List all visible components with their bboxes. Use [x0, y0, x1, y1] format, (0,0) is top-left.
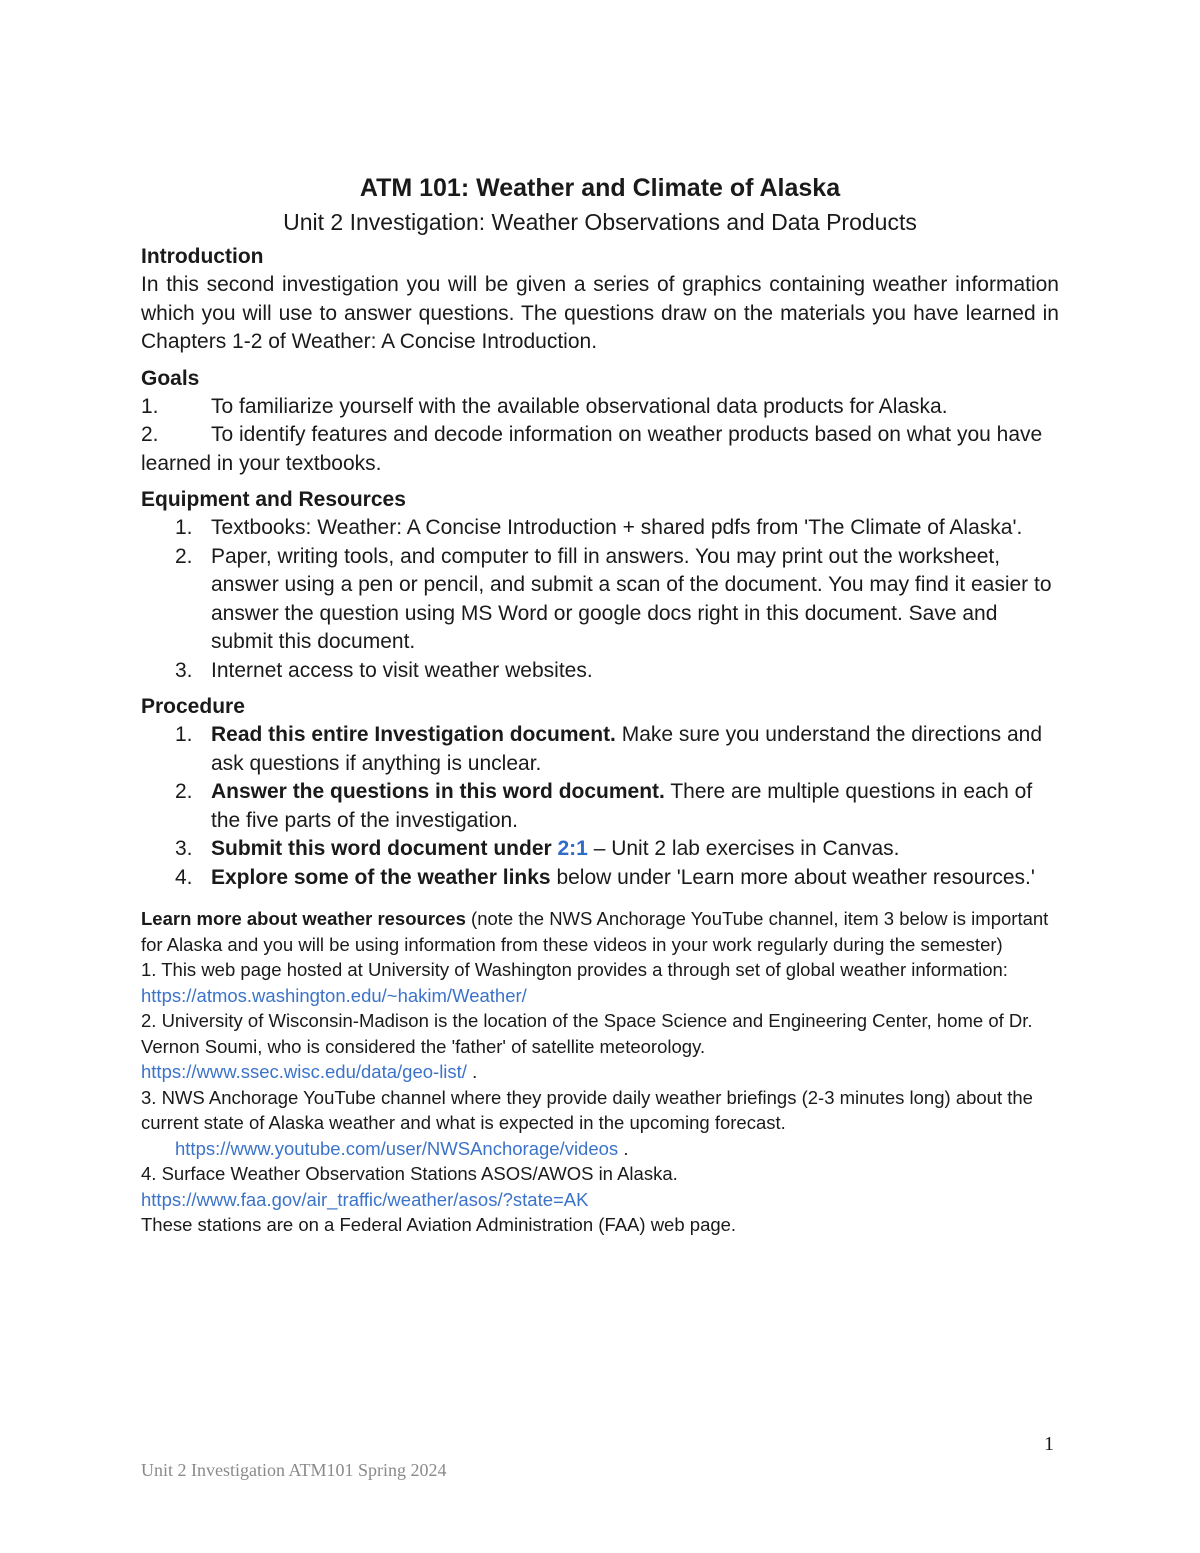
resource-link-line: https://www.youtube.com/user/NWSAnchorage/videos . — [175, 1137, 629, 1159]
equipment-section — [141, 486, 1059, 685]
document-subtitle: Unit 2 Investigation: Weather Observations and Data Products — [283, 209, 917, 235]
goal-item: 2. To identify features and decode information on weather products based on what you have learned in your textbooks. — [141, 423, 1043, 475]
list-item: 3. Internet access to visit weather websites. — [175, 658, 593, 682]
list-item: 4. Explore some of the weather links below under 'Learn more about weather resources.' — [175, 865, 1035, 889]
list-item: 3. Submit this word document under 2:1 – Unit 2 lab exercises in Canvas. — [175, 837, 900, 860]
unit-reference-link[interactable]: 2:1 — [557, 837, 588, 860]
document-title: ATM 101: Weather and Climate of Alaska — [359, 174, 841, 202]
uw-weather-link[interactable]: https://atmos.washington.edu/~hakim/Weather/ — [141, 984, 527, 1006]
introduction-section — [141, 243, 1059, 357]
equipment-heading: Equipment and Resources — [141, 488, 406, 511]
resource-item: 4. Surface Weather Observation Stations ASOS/AWOS in Alaska. https://www.faa.gov/air_traffic/weather/asos/?state=AK — [141, 1163, 678, 1210]
goal-item: 1. To familiarize yourself with the available observational data products for Alaska. — [141, 394, 948, 418]
goals-section — [141, 365, 1059, 479]
procedure-list — [141, 721, 1059, 892]
document-page — [141, 170, 1059, 1238]
page-footer: Unit 2 Investigation ATM101 Spring 2024 — [141, 1460, 447, 1480]
ssec-link[interactable]: https://www.ssec.wisc.edu/data/geo-list/ — [141, 1061, 467, 1082]
learn-more-intro: Learn more about weather resources (note the NWS Anchorage YouTube channel, item 3 below is important for Alaska and you will be using information from these videos in your work regularly during the semester) — [141, 908, 1049, 955]
goals-heading: Goals — [141, 366, 200, 390]
faa-asos-link[interactable]: https://www.faa.gov/air_traffic/weather/asos/?state=AK — [141, 1188, 589, 1210]
introduction-heading: Introduction — [141, 245, 264, 268]
nws-youtube-link[interactable]: https://www.youtube.com/user/NWSAnchorage/videos — [175, 1137, 619, 1159]
resource-item: 3. NWS Anchorage YouTube channel where they provide daily weather briefings (2-3 minutes long) about the current state of Alaska weather and what is expected in the upcoming forecast. — [141, 1086, 1033, 1133]
learn-more-closing: These stations are on a Federal Aviation Administration (FAA) web page. — [141, 1214, 737, 1235]
learn-more-heading: Learn more about weather resources — [141, 908, 466, 929]
resource-item: 1. This web page hosted at University of Washington provides a through set of global weather information: https://atmos.washington.edu/~hakim/Weather/ — [141, 959, 1008, 1006]
procedure-section — [141, 693, 1059, 892]
list-item: 1. Read this entire Investigation document. Make sure you understand the directions and ask questions if anything is unclear. — [175, 723, 1042, 775]
resource-item: 2. University of Wisconsin-Madison is the location of the Space Science and Engineering Center, home of Dr. Vernon Soumi, who is considered the 'father' of satellite meteorology. https://www.ssec.wisc.edu/data/geo-list/ . — [141, 1010, 1033, 1082]
list-item: 1. Textbooks: Weather: A Concise Introduction + shared pdfs from 'The Climate of Alaska'. — [175, 516, 1023, 539]
page-number: 1 — [1044, 1433, 1054, 1455]
learn-more-section — [141, 906, 1059, 1238]
list-item: 2. Paper, writing tools, and computer to fill in answers. You may print out the worksheet, answer using a pen or pencil, and submit a scan of the document. You may find it easier to answer the question using MS Word or google docs right in this document. Save and submit this document. — [175, 544, 1052, 653]
procedure-heading: Procedure — [141, 695, 245, 718]
equipment-list — [141, 514, 1059, 685]
list-item: 2. Answer the questions in this word document. There are multiple questions in each of the five parts of the investigation. — [175, 780, 1033, 832]
introduction-text: In this second investigation you will be given a series of graphics containing weather information which you will use to answer questions. The questions draw on the materials you have learned in Chapters 1-2 of Weather: A Concise Introduction. — [141, 273, 1059, 353]
